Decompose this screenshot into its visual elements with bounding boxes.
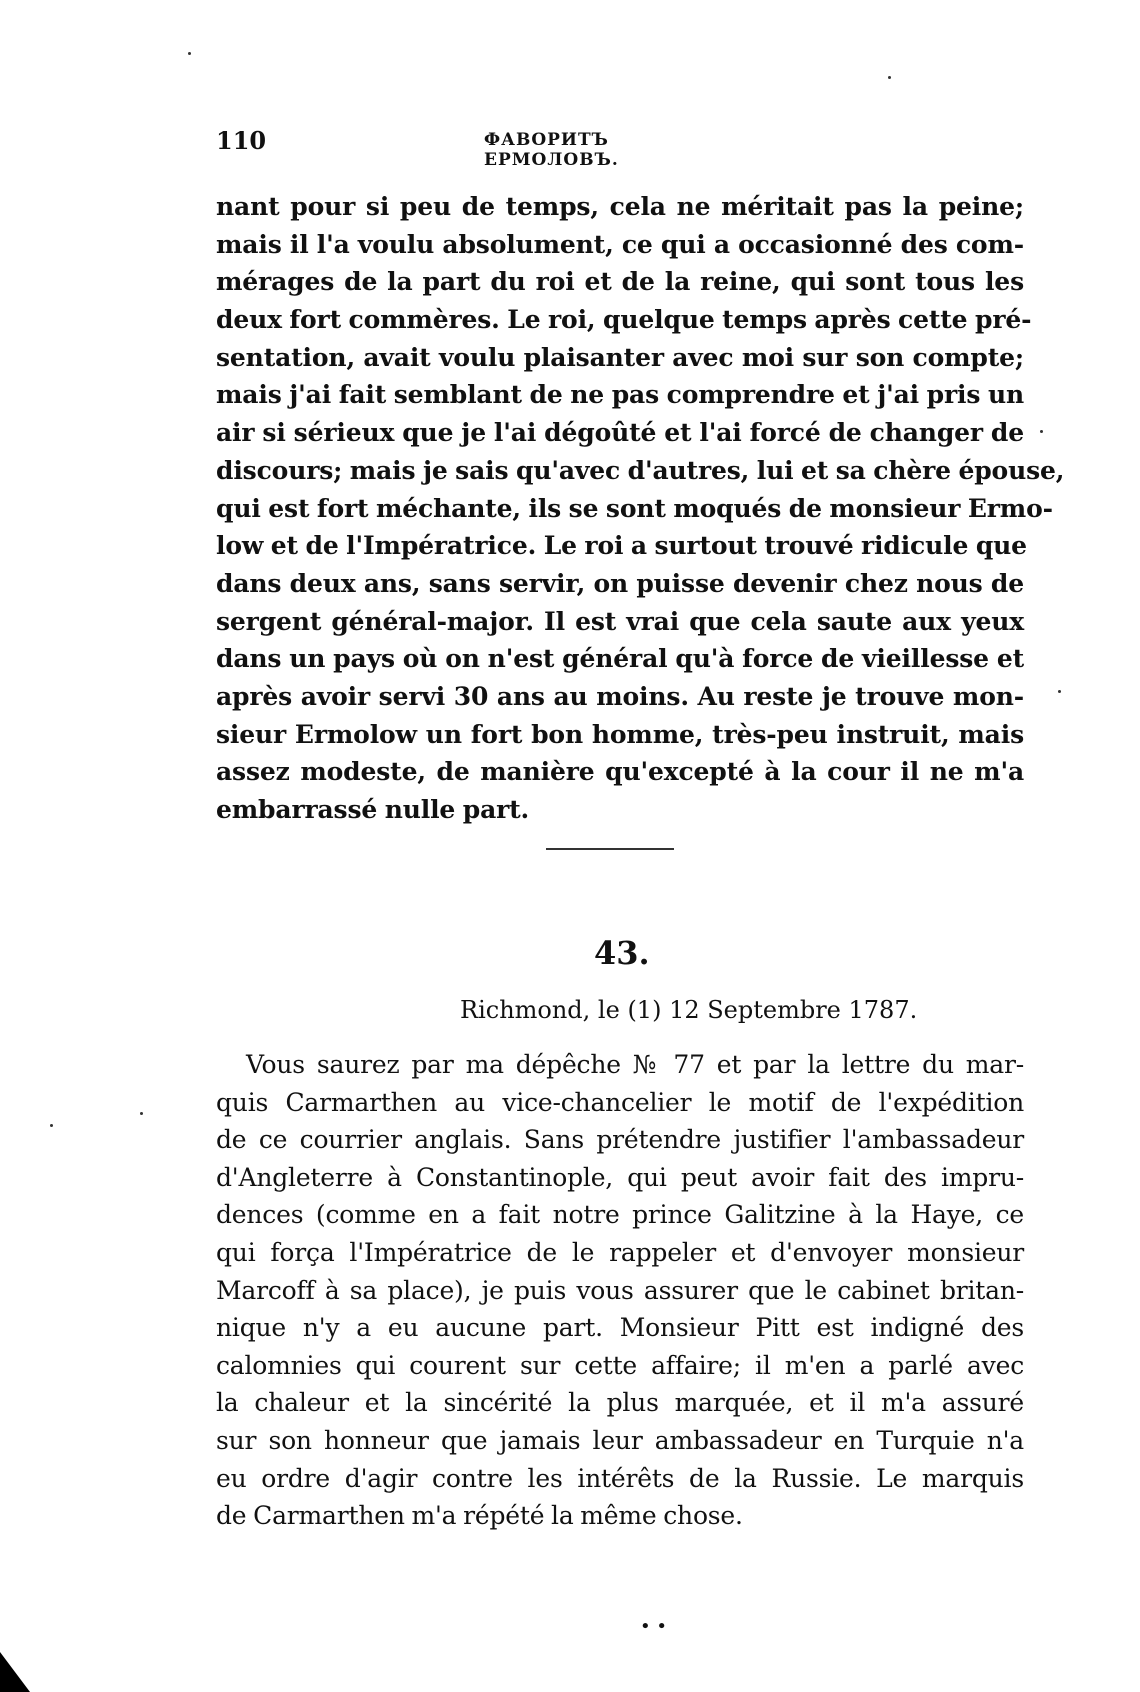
- text-line: sentation, avait voulu plaisanter avec moi sur son compte;: [216, 342, 1024, 372]
- scan-corner-mark: [0, 1640, 30, 1692]
- text-line: Vous saurez par ma dépêche № 77 et par la lettre du mar-: [246, 1050, 1024, 1079]
- text-line: deux fort commères. Le roi, quelque temps après cette pré-: [216, 305, 1032, 335]
- text-line: embarrassé nulle part.: [216, 795, 530, 824]
- scan-speck: [1058, 690, 1061, 693]
- page-header: [216, 126, 746, 170]
- text-line: mérages de la part du roi et de la reine, qui sont tous les: [216, 267, 1024, 297]
- letter-dateline: Richmond, le (1) 12 Septembre 1787.: [460, 996, 918, 1024]
- text-line: calomnies qui courent sur cette affaire; il m'en a parlé avec: [216, 1350, 1024, 1380]
- text-line: assez modeste, de manière qu'excepté à la cour il ne m'a: [216, 757, 1024, 787]
- text-line: sur son honneur que jamais leur ambassadeur en Turquie n'a: [216, 1425, 1024, 1455]
- letter-body: [216, 1046, 1024, 1535]
- scan-speck: [888, 76, 891, 79]
- section-divider: [546, 848, 674, 850]
- text-line: nique n'y a eu aucune part. Monsieur Pitt est indigné des: [216, 1313, 1024, 1343]
- text-line: après avoir servi 30 ans au moins. Au reste je trouve mon-: [216, 681, 1024, 711]
- page-number: 110: [216, 126, 267, 155]
- text-line: eu ordre d'agir contre les intérêts de la Russie. Le marquis: [216, 1463, 1024, 1493]
- text-line: air si sérieux que je l'ai dégoûté et l'ai forcé de changer de: [216, 418, 1024, 448]
- letter-number: 43.: [594, 934, 650, 972]
- text-line: qui est fort méchante, ils se sont moqués de monsieur Ermo-: [216, 493, 1053, 523]
- text-line: de ce courrier anglais. Sans prétendre justifier l'ambassadeur: [216, 1125, 1024, 1155]
- scan-speck: [188, 52, 191, 55]
- text-line: Marcoff à sa place), je puis vous assurer que le cabinet britan-: [216, 1275, 1024, 1305]
- text-line: nant pour si peu de temps, cela ne méritait pas la peine;: [216, 192, 1024, 221]
- text-line: dans deux ans, sans servir, on puisse devenir chez nous de: [216, 568, 1024, 598]
- continued-letter-text: [216, 188, 1065, 829]
- running-title: ФАВОРИТЪ ЕРМОЛОВЪ.: [484, 130, 619, 170]
- text-line: mais il l'a voulu absolument, ce qui a occasionné des com-: [216, 229, 1024, 259]
- text-line: sergent général-major. Il est vrai que cela saute aux yeux: [216, 606, 1024, 636]
- text-line: quis Carmarthen au vice-chancelier le motif de l'expédition: [216, 1087, 1024, 1117]
- scan-speck: [50, 1124, 53, 1127]
- text-line: la chaleur et la sincérité la plus marquée, et il m'a assuré: [216, 1388, 1024, 1418]
- text-line: dans un pays où on n'est général qu'à force de vieillesse et: [216, 644, 1024, 674]
- text-line: d'Angleterre à Constantinople, qui peut avoir fait des impru-: [216, 1162, 1024, 1192]
- text-line: sieur Ermolow un fort bon homme, très-peu instruit, mais: [216, 719, 1024, 749]
- text-line: mais j'ai fait semblant de ne pas comprendre et j'ai pris un: [216, 380, 1024, 410]
- footer-marks: • •: [640, 1616, 667, 1637]
- scan-speck: [1040, 430, 1043, 433]
- text-line: qui força l'Impératrice de le rappeler et d'envoyer monsieur: [216, 1237, 1024, 1267]
- text-line: de Carmarthen m'a répété la même chose.: [216, 1501, 743, 1531]
- text-line: discours; mais je sais qu'avec d'autres, lui et sa chère épouse,: [216, 455, 1065, 485]
- scan-speck: [140, 1112, 143, 1115]
- text-line: low et de l'Impératrice. Le roi a surtout trouvé ridicule que: [216, 531, 1027, 561]
- text-line: dences (comme en a fait notre prince Galitzine à la Haye, ce: [216, 1200, 1024, 1230]
